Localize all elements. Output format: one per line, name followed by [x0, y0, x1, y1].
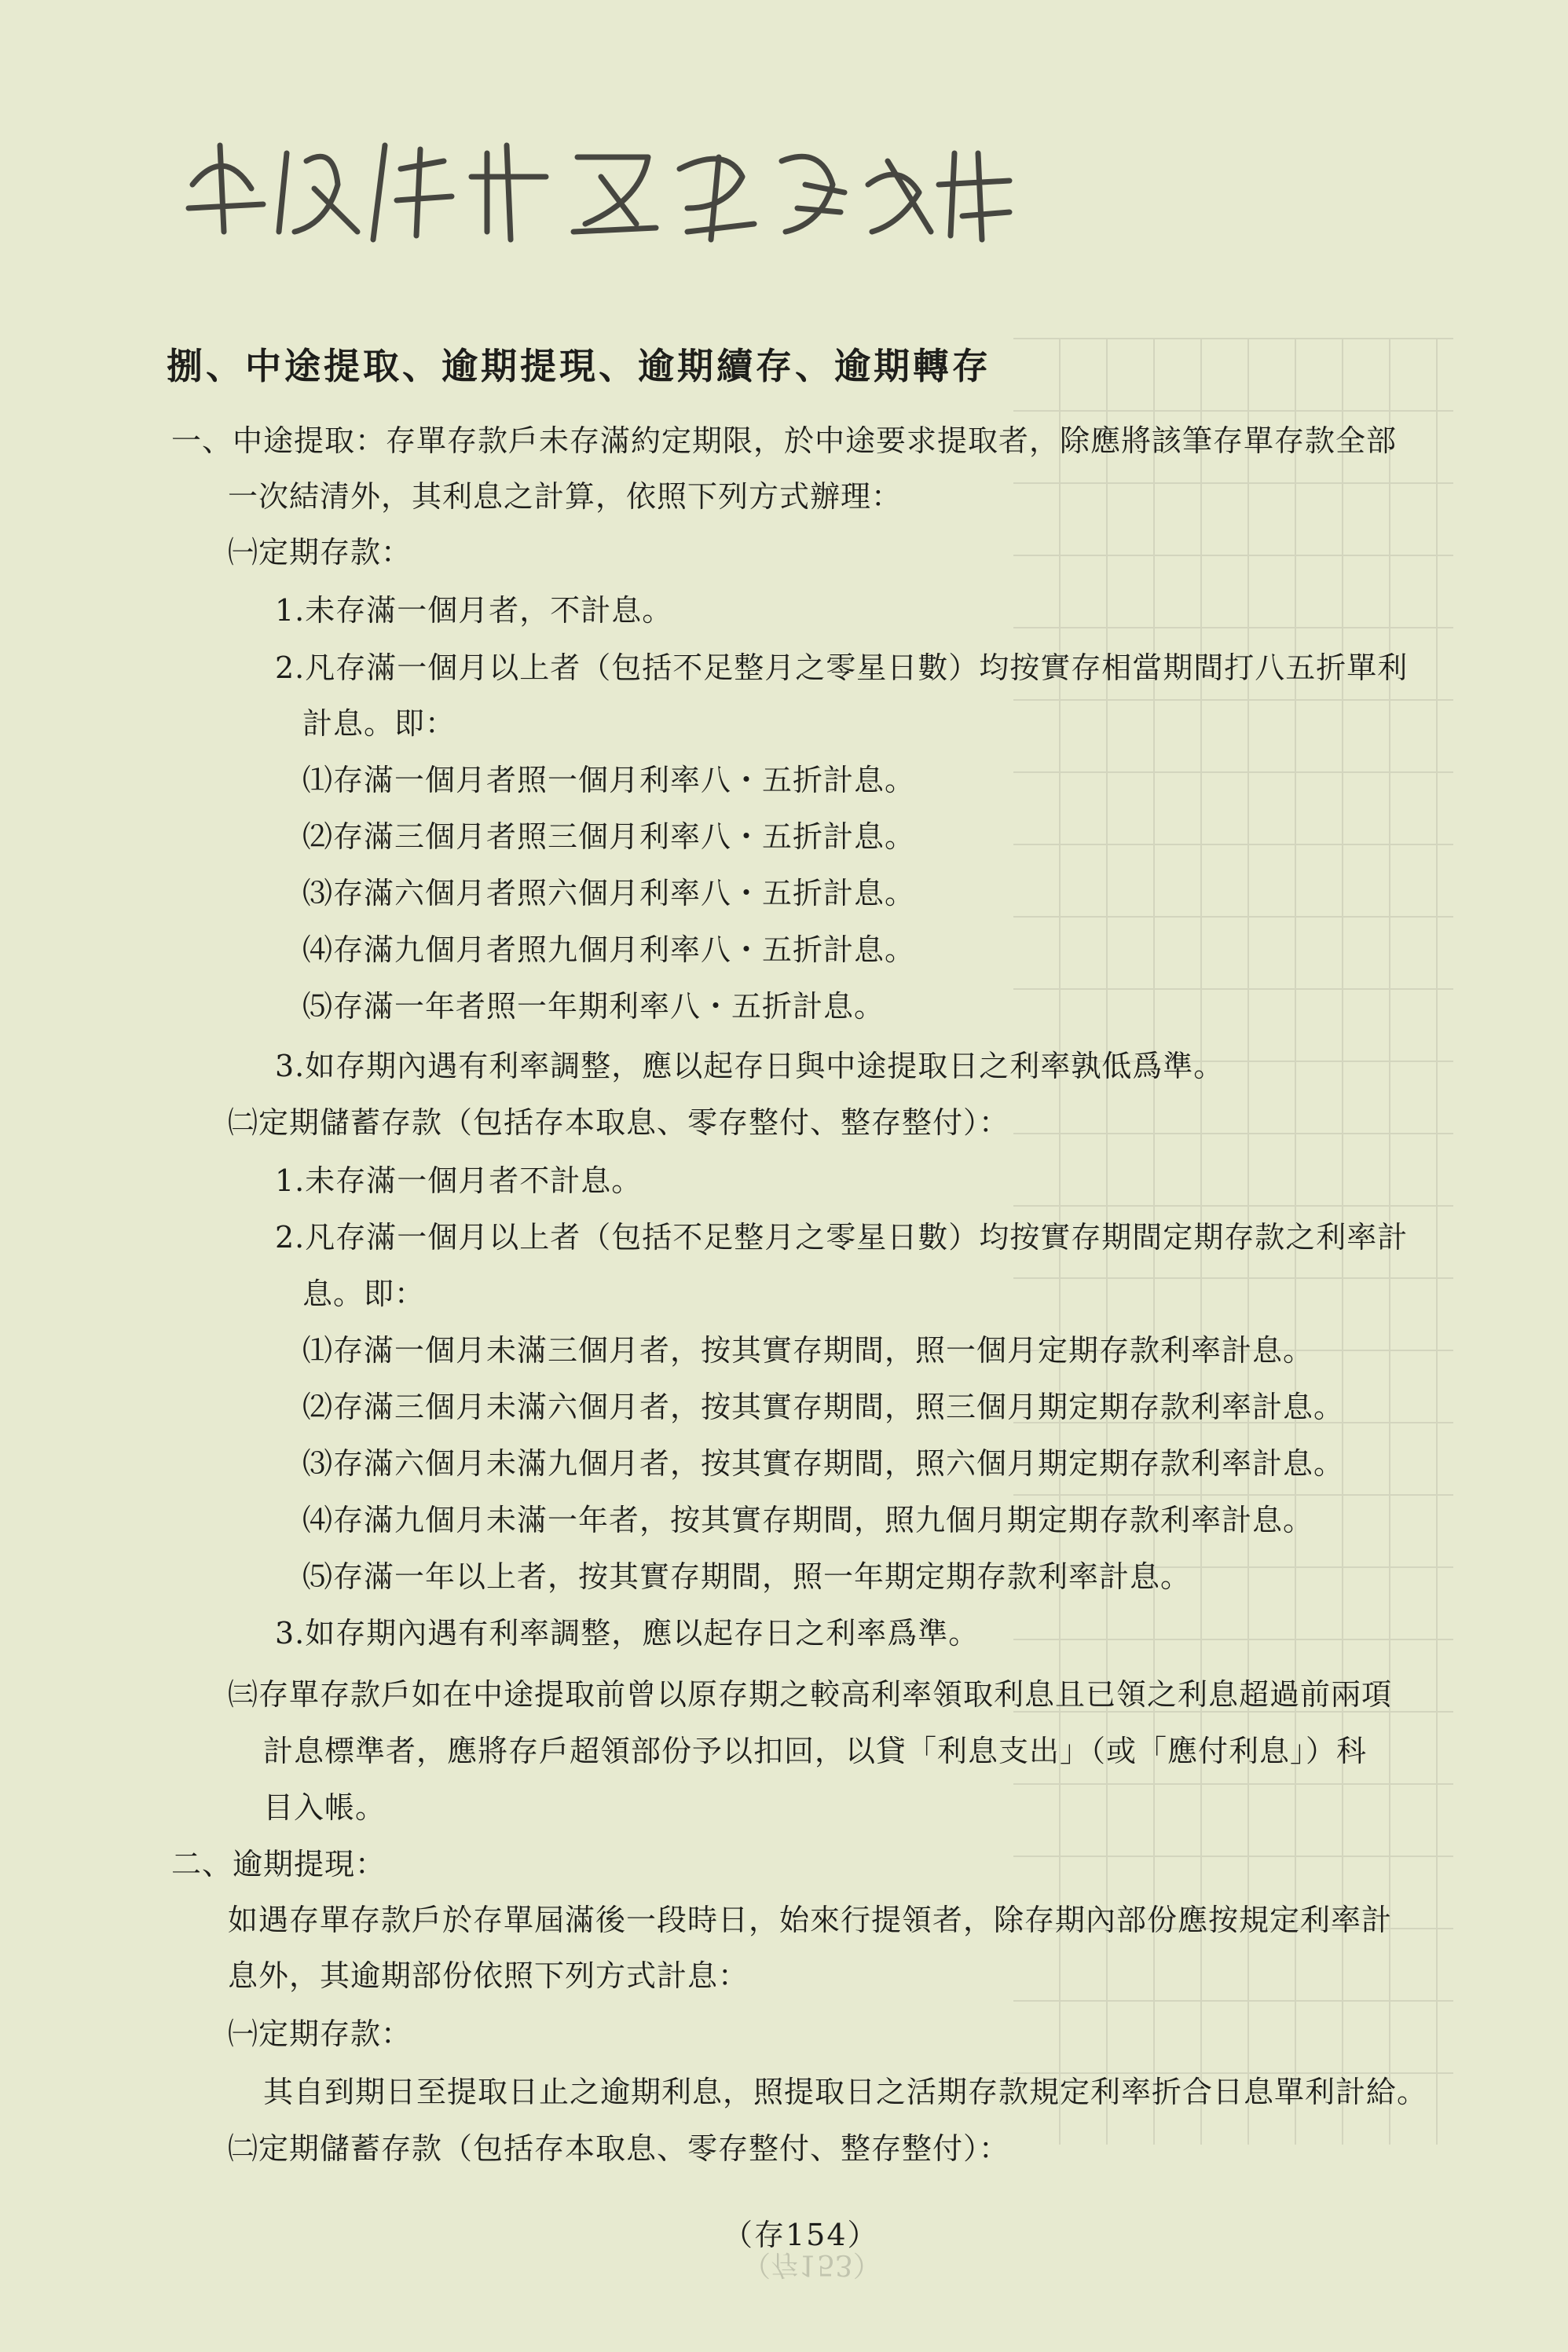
text-line: ㈠定期存款： [228, 2017, 412, 2051]
text-line: 一、中途提取：存單存款戶未存滿約定期限，於中途要求提取者，除應將該筆存單存款全部 [171, 423, 1398, 458]
text-line: ⑵存滿三個月者照三個月利率八・五折計息。 [302, 819, 916, 854]
text-line: 2.凡存滿一個月以上者（包括不足整月之零星日數）均按實存相當期間打八五折單利 [275, 650, 1409, 685]
text-line: ⑶存滿六個月未滿九個月者，按其實存期間，照六個月期定期存款利率計息。 [302, 1446, 1345, 1481]
text-line: 如遇存單存款戶於存單屆滿後一段時日，始來行提領者，除存期內部份應按規定利率計 [228, 1903, 1393, 1937]
text-line: ⑴存滿一個月者照一個月利率八・五折計息。 [302, 763, 916, 797]
text-line: ㈢存單存款戶如在中途提取前曾以原存期之較高利率領取利息且已領之利息超過前兩項 [228, 1677, 1393, 1712]
text-line: 3.如存期內遇有利率調整，應以起存日與中途提取日之利率孰低爲準。 [275, 1049, 1225, 1083]
text-line: 息。即： [302, 1277, 426, 1311]
text-line: 其自到期日至提取日止之逾期利息，照提取日之活期存款規定利率折合日息單利計給。 [263, 2075, 1428, 2109]
text-line: ㈠定期存款： [228, 535, 412, 570]
text-line: ⑶存滿六個月者照六個月利率八・五折計息。 [302, 876, 916, 910]
text-line: 目入帳。 [263, 1790, 387, 1825]
bleed-through-page-number: （存153） [742, 2248, 881, 2281]
text-line: 息外，其逾期部份依照下列方式計息： [228, 1958, 749, 1993]
section-title: 捌、中途提取、逾期提現、逾期續存、逾期轉存 [167, 345, 991, 387]
text-line: 3.如存期內遇有利率調整，應以起存日之利率爲準。 [275, 1616, 980, 1650]
text-line: ㈡定期儲蓄存款（包括存本取息、零存整付、整存整付）： [228, 2131, 1010, 2166]
text-line: 計息。即： [302, 706, 456, 741]
text-line: 1.未存滿一個月者不計息。 [275, 1163, 643, 1198]
text-line: ⑸存滿一年者照一年期利率八・五折計息。 [302, 989, 885, 1024]
text-line: ⑵存滿三個月未滿六個月者，按其實存期間，照三個月期定期存款利率計息。 [302, 1390, 1345, 1424]
text-line: 2.凡存滿一個月以上者（包括不足整月之零星日數）均按實存期間定期存款之利率計 [275, 1220, 1409, 1255]
page-number: （存154） [723, 2218, 879, 2252]
text-line: ⑴存滿一個月未滿三個月者，按其實存期間，照一個月定期存款利率計息。 [302, 1333, 1314, 1368]
text-line: 二、逾期提現： [171, 1847, 387, 1881]
text-line: 1.未存滿一個月者，不計息。 [275, 593, 673, 628]
text-line: 計息標準者，應將存戶超領部份予以扣回，以貸「利息支出」（或「應付利息」）科 [263, 1734, 1368, 1768]
text-line: ⑷存滿九個月者照九個月利率八・五折計息。 [302, 932, 916, 967]
text-line: ㈡定期儲蓄存款（包括存本取息、零存整付、整存整付）： [228, 1105, 1010, 1140]
text-line: ⑸存滿一年以上者，按其實存期間，照一年期定期存款利率計息。 [302, 1559, 1192, 1594]
handwritten-annotation [177, 114, 1041, 251]
text-line: 一次結清外，其利息之計算，依照下列方式辦理： [228, 479, 903, 514]
text-line: ⑷存滿九個月未滿一年者，按其實存期間，照九個月期定期存款利率計息。 [302, 1503, 1314, 1537]
